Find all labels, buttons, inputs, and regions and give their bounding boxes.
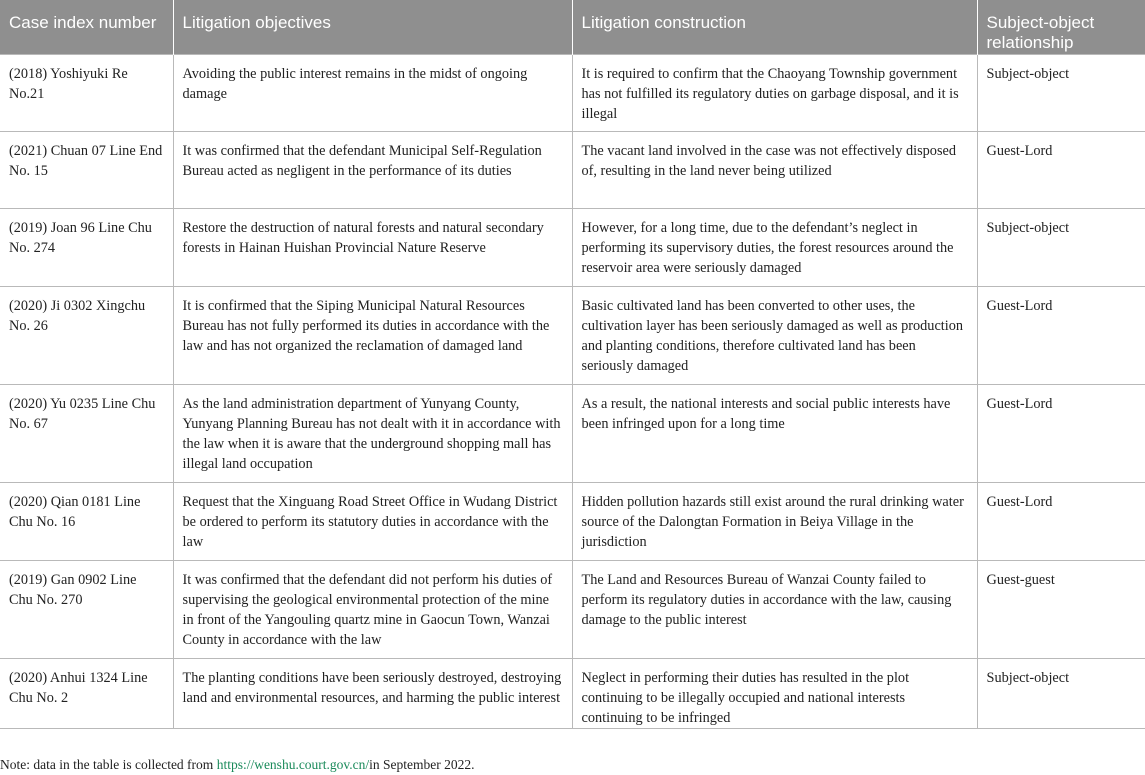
relationship-cell: Subject-object	[977, 208, 1145, 286]
relationship-cell: Guest-Lord	[977, 286, 1145, 384]
source-link[interactable]: https://wenshu.court.gov.cn/	[216, 757, 370, 772]
construction-cell: As a result, the national interests and social public interests have been infringed upon for a long time	[572, 384, 977, 482]
header-litigation-construction: Litigation construction	[572, 0, 977, 54]
construction-cell: Neglect in performing their duties has resulted in the plot continuing to be illegally occupied and national interests continuing to be infringed	[572, 658, 977, 728]
construction-cell: Basic cultivated land has been converted to other uses, the cultivation layer has been seriously damaged as well as production and planting conditions, therefore cultivated land has been seriously damaged	[572, 286, 977, 384]
case-index-cell: (2019) Gan 0902 Line Chu No. 270	[0, 560, 173, 658]
case-index-cell: (2020) Qian 0181 Line Chu No. 16	[0, 482, 173, 560]
relationship-cell: Subject-object	[977, 658, 1145, 728]
case-index-cell: (2020) Ji 0302 Xingchu No. 26	[0, 286, 173, 384]
case-index-cell: (2020) Anhui 1324 Line Chu No. 2	[0, 658, 173, 728]
case-index-cell: (2021) Chuan 07 Line End No. 15	[0, 131, 173, 208]
objective-cell: Restore the destruction of natural forests and natural secondary forests in Hainan Huishan Provincial Nature Reserve	[173, 208, 572, 286]
header-case-index: Case index number	[0, 0, 173, 54]
relationship-cell: Guest-guest	[977, 560, 1145, 658]
header-subject-object-relationship: Subject-object relationship	[977, 0, 1145, 54]
header-litigation-objectives: Litigation objectives	[173, 0, 572, 54]
construction-cell: Hidden pollution hazards still exist around the rural drinking water source of the Dalongtan Formation in Beiya Village in the jurisdiction	[572, 482, 977, 560]
table-row	[0, 208, 1145, 286]
note-prefix: Note: data in the table is collected from	[0, 757, 217, 772]
table-row	[0, 286, 1145, 384]
table-row	[0, 54, 1145, 131]
case-index-cell: (2020) Yu 0235 Line Chu No. 67	[0, 384, 173, 482]
objective-cell: It is confirmed that the Siping Municipal Natural Resources Bureau has not fully performed its duties in accordance with the law and has not organized the reclamation of damaged land	[173, 286, 572, 384]
relationship-cell: Subject-object	[977, 54, 1145, 131]
case-index-cell: (2018) Yoshiyuki Re No.21	[0, 54, 173, 131]
table-header-row	[0, 0, 1145, 54]
relationship-cell: Guest-Lord	[977, 482, 1145, 560]
construction-cell: The vacant land involved in the case was not effectively disposed of, resulting in the land never being utilized	[572, 131, 977, 208]
note-suffix: in September 2022.	[369, 757, 475, 772]
construction-cell: It is required to confirm that the Chaoyang Township government has not fulfilled its regulatory duties on garbage disposal, and it is illegal	[572, 54, 977, 131]
table-note	[0, 757, 475, 773]
table-row	[0, 560, 1145, 658]
relationship-cell: Guest-Lord	[977, 131, 1145, 208]
objective-cell: It was confirmed that the defendant Municipal Self-Regulation Bureau acted as negligent in the performance of its duties	[173, 131, 572, 208]
table-row	[0, 131, 1145, 208]
table-row	[0, 658, 1145, 728]
table-row	[0, 384, 1145, 482]
objective-cell: The planting conditions have been seriously destroyed, destroying land and environmental resources, and harming the public interest	[173, 658, 572, 728]
objective-cell: As the land administration department of Yunyang County, Yunyang Planning Bureau has not dealt with it in accordance with the law when it is aware that the underground shopping mall has illegal land occupation	[173, 384, 572, 482]
construction-cell: The Land and Resources Bureau of Wanzai County failed to perform its regulatory duties in accordance with the law, causing damage to the public interest	[572, 560, 977, 658]
objective-cell: Avoiding the public interest remains in the midst of ongoing damage	[173, 54, 572, 131]
objective-cell: Request that the Xinguang Road Street Office in Wudang District be ordered to perform its statutory duties in accordance with the law	[173, 482, 572, 560]
case-index-cell: (2019) Joan 96 Line Chu No. 274	[0, 208, 173, 286]
objective-cell: It was confirmed that the defendant did not perform his duties of supervising the geological environmental protection of the mine in front of the Yangouling quartz mine in Gaocun Town, Wanzai County in accordance with the law	[173, 560, 572, 658]
relationship-cell: Guest-Lord	[977, 384, 1145, 482]
table-row	[0, 482, 1145, 560]
construction-cell: However, for a long time, due to the defendant’s neglect in performing its supervisory duties, the forest resources around the reservoir area were seriously damaged	[572, 208, 977, 286]
